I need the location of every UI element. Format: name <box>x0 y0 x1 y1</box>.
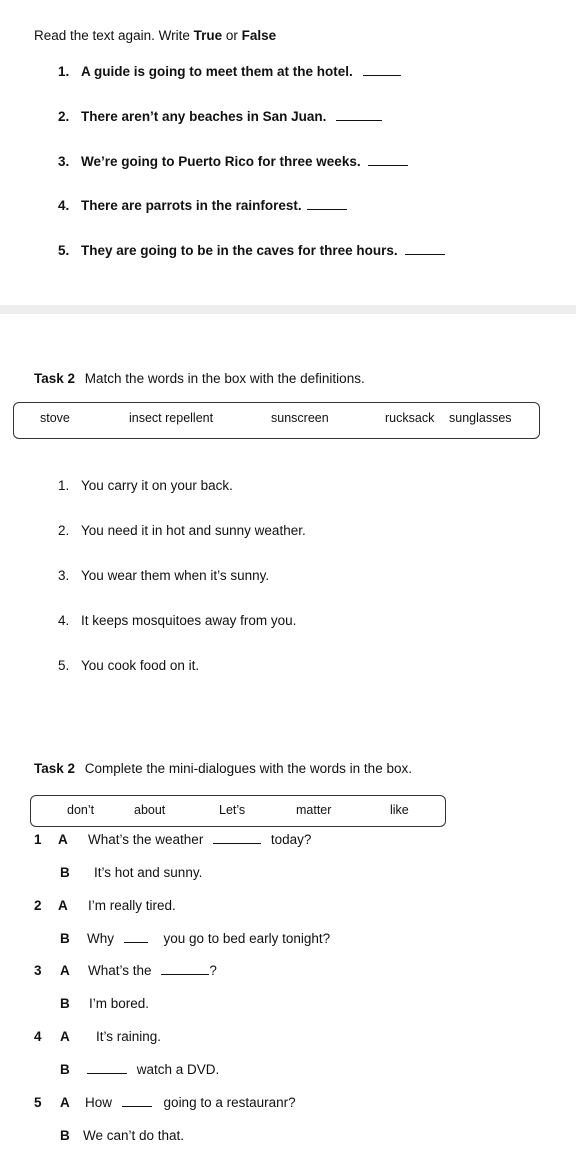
speaker-a: A <box>60 1095 70 1110</box>
item-number: 4. <box>58 613 70 628</box>
dialogue-number: 1 <box>34 832 42 847</box>
tf-item-4 <box>58 198 347 213</box>
dialogue-4-line-b <box>87 1062 219 1077</box>
dialogue-5-line-b: We can’t do that. <box>83 1128 185 1143</box>
dialogue-1-line-b: It’s hot and sunny. <box>94 865 203 880</box>
tf-item-5 <box>58 243 445 258</box>
item-number: 2. <box>58 523 70 538</box>
item-number: 5. <box>58 243 70 258</box>
word-box-item: stove <box>40 411 70 425</box>
line-text: How <box>85 1095 113 1110</box>
dialogue-3-line-b: I’m bored. <box>89 996 150 1011</box>
answer-blank[interactable] <box>405 253 445 255</box>
line-text: Why <box>87 931 114 946</box>
answer-blank[interactable] <box>124 941 148 943</box>
speaker-b: B <box>60 996 70 1011</box>
section3-instruction <box>34 761 412 776</box>
speaker-a: A <box>58 898 68 913</box>
word-box-item: sunscreen <box>271 411 329 425</box>
instruction-text: Match the words in the box with the definitions. <box>84 371 365 386</box>
dialogue-1-line-a <box>88 832 311 847</box>
answer-blank[interactable] <box>161 973 209 975</box>
word-box-item: about <box>134 803 166 817</box>
dialogue-3-line-a <box>88 963 217 978</box>
definition-item-1 <box>58 478 233 493</box>
section2-instruction <box>34 371 365 386</box>
or-word: or <box>222 28 242 43</box>
definition-item-4 <box>58 613 296 628</box>
answer-blank[interactable] <box>363 74 401 76</box>
item-text: There are parrots in the rainforest. <box>81 198 302 213</box>
speaker-a: A <box>60 963 70 978</box>
task-label: Task 2 <box>34 371 76 386</box>
item-text: You wear them when it’s sunny. <box>81 568 270 583</box>
speaker-a: A <box>58 832 68 847</box>
item-number: 1. <box>58 64 70 79</box>
answer-blank[interactable] <box>122 1105 152 1107</box>
dialogue-2-line-b <box>87 931 330 946</box>
section1-instruction <box>34 28 276 43</box>
line-text: ? <box>209 963 217 978</box>
true-word: True <box>193 28 223 43</box>
speaker-b: B <box>60 1062 70 1077</box>
item-number: 5. <box>58 658 70 673</box>
item-number: 1. <box>58 478 70 493</box>
item-text: It keeps mosquitoes away from you. <box>81 613 297 628</box>
dialogue-number: 4 <box>34 1029 42 1044</box>
line-text: What’s the weather <box>88 832 204 847</box>
dialogue-2-line-a: I’m really tired. <box>88 898 176 913</box>
line-text: What’s the <box>88 963 152 978</box>
answer-blank[interactable] <box>368 164 408 166</box>
line-text: going to a restauranr? <box>163 1095 296 1110</box>
tf-item-2 <box>58 109 382 124</box>
word-box-item: insect repellent <box>129 411 214 425</box>
item-number: 2. <box>58 109 70 124</box>
dialogue-5-line-a <box>85 1095 296 1110</box>
tf-item-1 <box>58 64 401 79</box>
answer-blank[interactable] <box>307 208 347 210</box>
item-number: 3. <box>58 154 70 169</box>
item-text: They are going to be in the caves for three hours. <box>81 243 398 258</box>
speaker-b: B <box>60 1128 70 1143</box>
line-text: you go to bed early tonight? <box>163 931 331 946</box>
definition-item-3 <box>58 568 269 583</box>
task-label: Task 2 <box>34 761 76 776</box>
definition-item-2 <box>58 523 306 538</box>
word-box-item: Let’s <box>219 803 246 817</box>
instruction-text: Complete the mini-dialogues with the words in the box. <box>84 761 412 776</box>
line-text: today? <box>270 832 312 847</box>
item-text: You cook food on it. <box>81 658 200 673</box>
line-text: watch a DVD. <box>136 1062 220 1077</box>
word-box-item: sunglasses <box>449 411 512 425</box>
dialogue-4-line-a: It’s raining. <box>96 1029 162 1044</box>
word-box-item: rucksack <box>385 411 435 425</box>
speaker-b: B <box>60 931 70 946</box>
word-box-item: don’t <box>67 803 95 817</box>
dialogue-number: 5 <box>34 1095 42 1110</box>
dialogue-number: 2 <box>34 898 42 913</box>
word-box-item: like <box>390 803 409 817</box>
item-text: There aren’t any beaches in San Juan. <box>81 109 327 124</box>
answer-blank[interactable] <box>336 119 382 121</box>
answer-blank[interactable] <box>87 1072 127 1074</box>
word-box-item: matter <box>296 803 332 817</box>
item-text: You need it in hot and sunny weather. <box>81 523 306 538</box>
page-break <box>0 305 576 314</box>
false-word: False <box>241 28 277 43</box>
item-number: 3. <box>58 568 70 583</box>
speaker-a: A <box>60 1029 70 1044</box>
instruction-text: Read the text again. Write <box>34 28 194 43</box>
item-text: A guide is going to meet them at the hotel. <box>81 64 353 79</box>
item-number: 4. <box>58 198 70 213</box>
answer-blank[interactable] <box>213 842 261 844</box>
speaker-b: B <box>60 865 70 880</box>
tf-item-3 <box>58 154 408 169</box>
definition-item-5 <box>58 658 199 673</box>
item-text: We’re going to Puerto Rico for three weeks. <box>81 154 361 169</box>
dialogue-number: 3 <box>34 963 42 978</box>
item-text: You carry it on your back. <box>81 478 233 493</box>
